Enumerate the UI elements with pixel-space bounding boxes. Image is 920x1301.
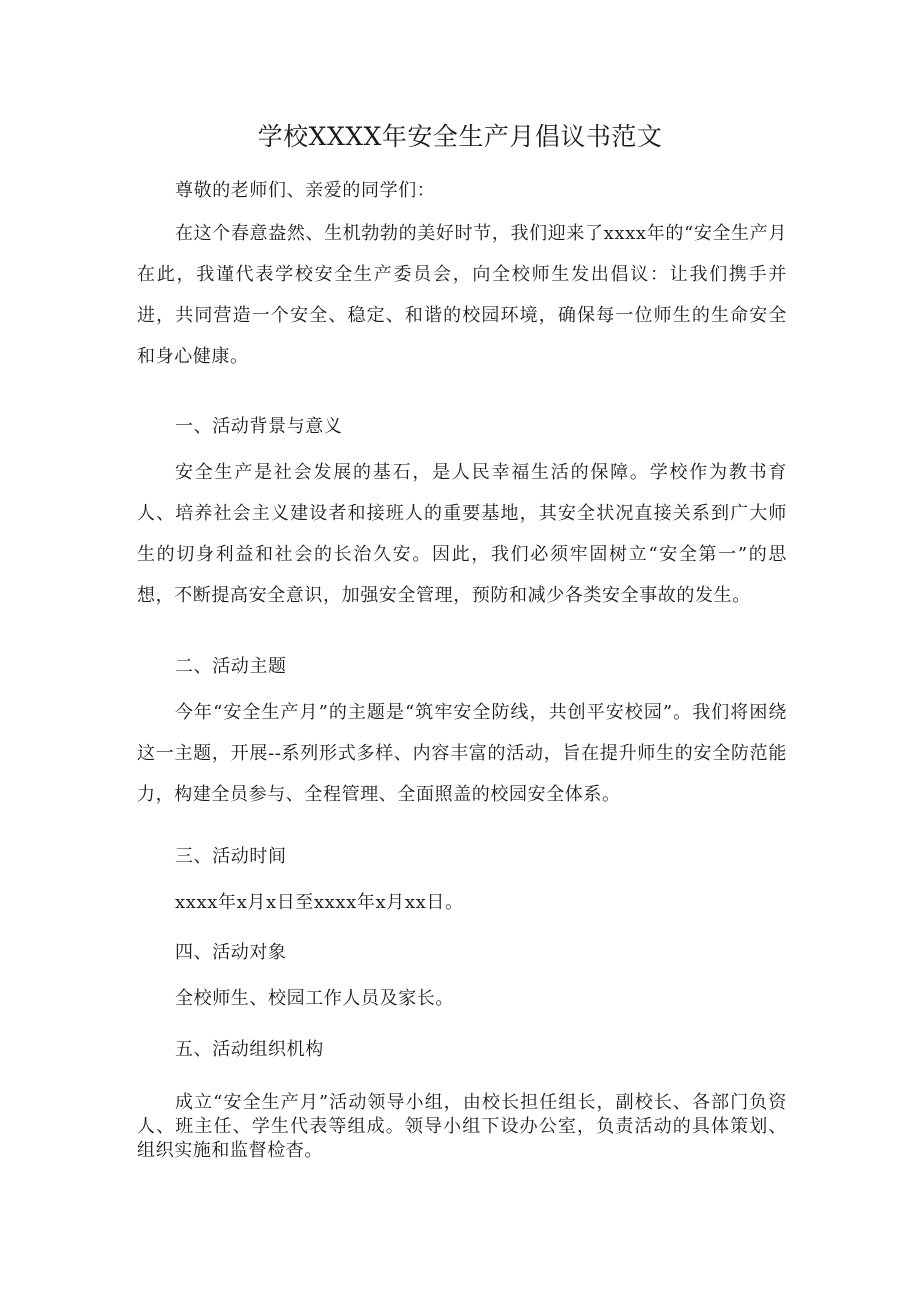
paragraph-audience: 全校师生、校园工作人员及家长。	[175, 988, 454, 1009]
paragraph-time: xxxx年x月x日至xxxx年x月xx日。	[175, 892, 464, 913]
paragraph-background: 安全生产是社会发展的基石，是人民幸福生活的保障。学校作为教书育人、培养社会主义建设者和接班人的重要基地，其安全状况直接关系到广大师生的切身利益和社会的长治久安。因此，我们必须牢固树立“安全第一”的思想，不断提高安全意识，加强安全管理，预防和减少各类安全事故的发生。	[137, 462, 787, 606]
paragraph-theme: 今年“安全生产月”的主题是“筑牢安全防线，共创平安校园”。我们将困绕这一主题，开展--系列形式多样、内容丰富的活动，旨在提升师生的安全防范能力，构建全员参与、全程管理、全面照盖的校园安全体系。	[137, 702, 787, 805]
salutation: 尊敬的老师们、亲爱的同学们：	[175, 180, 436, 201]
paragraph-intro: 在这个春意盎然、生机勃勃的美好时节，我们迎来了xxxx年的“安全生产月在此，我谨代表学校安全生产委员会，向全校师生发出倡议：让我们携手并进，共同营造一个安全、稳定、和谐的校园环境，确保每一位师生的生命安全和身心健康。	[137, 223, 787, 367]
paragraph-organization: 成立“安全生产月”活动领导小组，由校长担任组长，副校长、各部门负资人、班主任、学生代表等组成。领导小组下设办公室，负责活动的具体策划、组织实施和监督检杳。	[137, 1092, 787, 1161]
heading-background: 一、活动背景与意义	[175, 416, 343, 437]
document-title: 学校XXXX年安全生产月倡议书范文	[257, 122, 663, 151]
heading-audience: 四、活动对象	[175, 942, 287, 963]
heading-time: 三、活动时间	[175, 846, 287, 867]
heading-organization: 五、活动组织机构	[175, 1039, 324, 1060]
heading-theme: 二、活动主题	[175, 656, 287, 677]
